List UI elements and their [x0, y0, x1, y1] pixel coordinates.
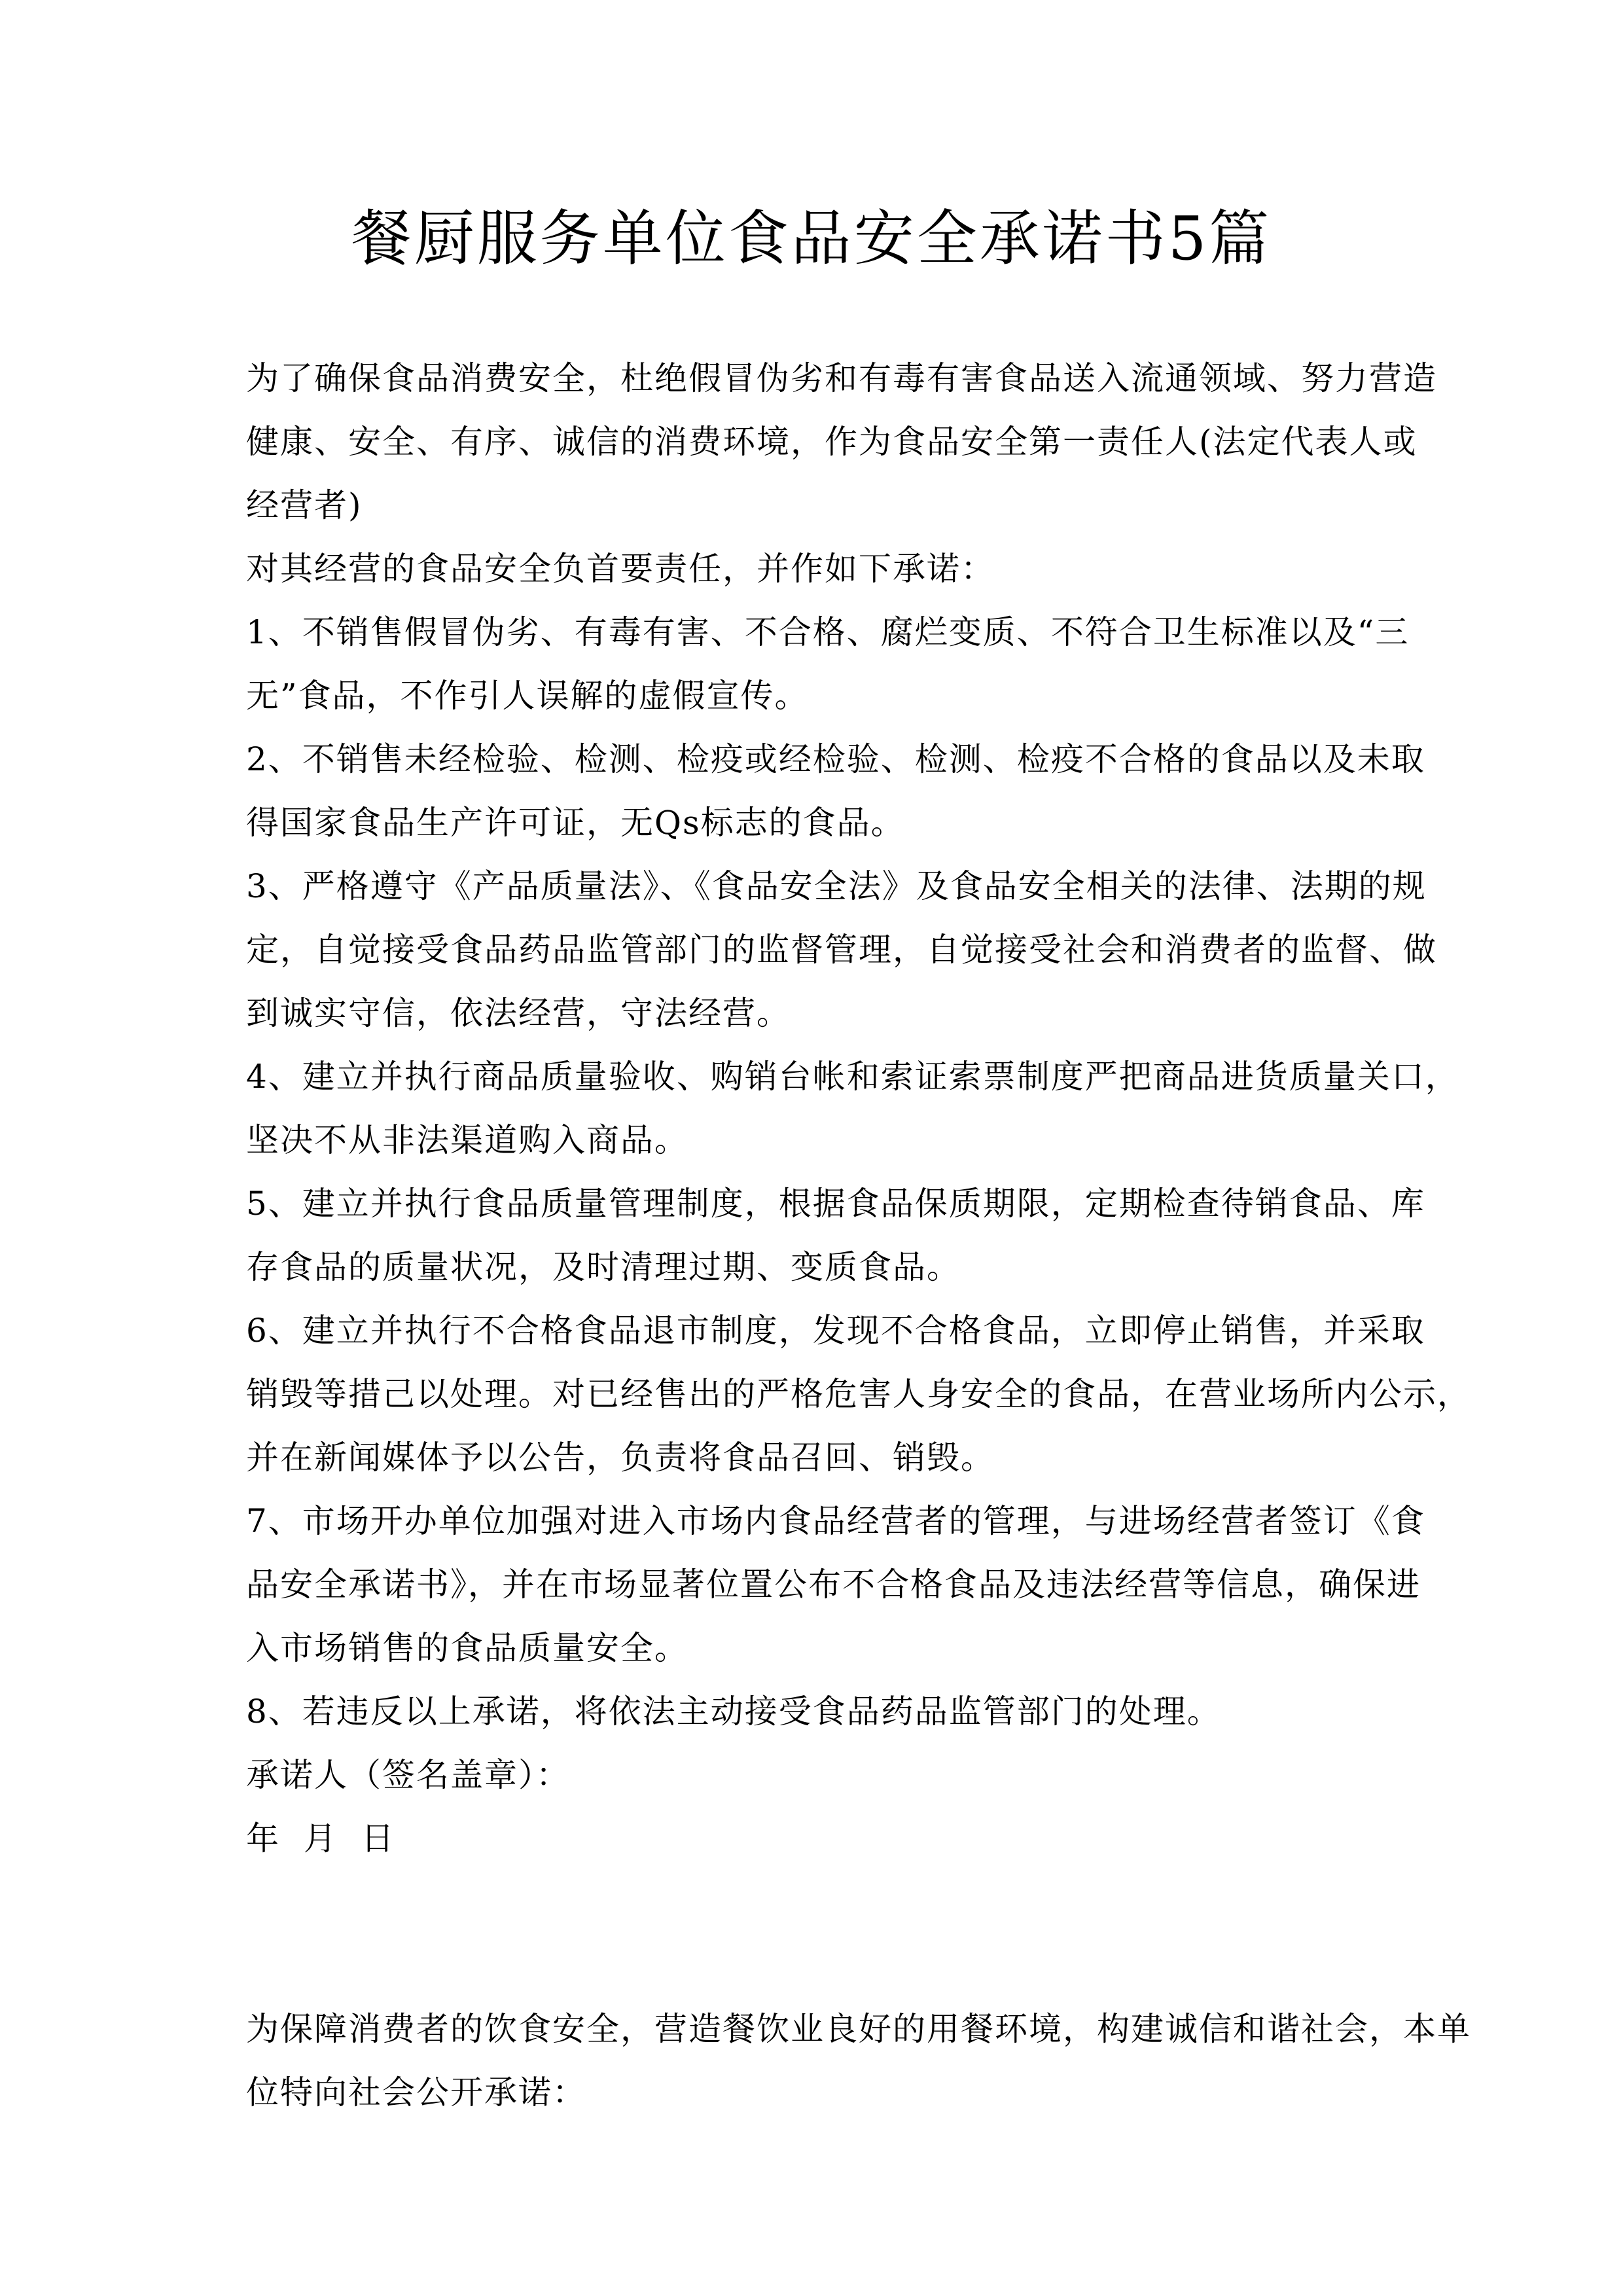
text-line: 无”食品，不作引人误解的虚假宣传。 [246, 677, 809, 715]
document-body [246, 347, 1471, 2125]
commitment-item-3 [246, 855, 1437, 1045]
text-line: 到诚实守信，依法经营，守法经营。 [246, 994, 791, 1032]
text-line: 入市场销售的食品质量安全。 [246, 1629, 688, 1667]
commitment-item-8 [246, 1680, 1377, 1744]
commitment-item-4 [246, 1045, 1459, 1172]
commitment-item-2 [246, 728, 1425, 855]
text-line: 健康、安全、有序、诚信的消费环境，作为食品安全第一责任人(法定代表人或 [246, 423, 1418, 461]
text-line: 品安全承诺书》，并在市场显著位置公布不合格食品及违法经营等信息，确保进 [246, 1566, 1421, 1604]
text-line: 销毁等措己以处理。对已经售出的严格危害人身安全的食品，在营业场所内公示， [246, 1375, 1471, 1413]
text-line: 1、不销售假冒伪劣、有毒有害、不合格、腐烂变质、不符合卫生标准以及“三 [246, 613, 1410, 651]
commitment-item-5 [246, 1172, 1425, 1299]
commitment-item-1 [246, 601, 1410, 728]
text-line: 存食品的质量状况，及时清理过期、变质食品。 [246, 1248, 961, 1286]
text-line: 经营者) [246, 486, 363, 524]
text-line: 得国家食品生产许可证，无Qs标志的食品。 [246, 804, 905, 842]
signature-line: 承诺人（签名盖章）： [246, 1756, 570, 1794]
intro-paragraph [246, 347, 1437, 537]
document-title: 餐厨服务单位食品安全承诺书5篇 [351, 204, 1272, 274]
text-line: 坚决不从非法渠道购入商品。 [246, 1121, 688, 1159]
text-line: 6、建立并执行不合格食品退市制度，发现不合格食品，立即停止销售，并采取 [246, 1312, 1425, 1350]
text-line: 为了确保食品消费安全，杜绝假冒伪劣和有毒有害食品送入流通领域、努力营造 [246, 359, 1437, 397]
section2-intro-paragraph [246, 1998, 1471, 2125]
text-line: 2、不销售未经检验、检测、检疫或经检验、检测、检疫不合格的食品以及未取 [246, 740, 1425, 778]
text-line: 8、若违反以上承诺，将依法主动接受食品药品监管部门的处理。 [246, 1693, 1221, 1731]
text-line: 并在新闻媒体予以公告，负责将食品召回、销毁。 [246, 1439, 995, 1477]
lead-line: 对其经营的食品安全负首要责任，并作如下承诺： [246, 550, 995, 588]
text-line: 定，自觉接受食品药品监管部门的监督管理，自觉接受社会和消费者的监督、做 [246, 931, 1437, 969]
text-line: 7、市场开办单位加强对进入市场内食品经营者的管理，与进场经营者签订《食 [246, 1502, 1425, 1540]
commitment-item-6 [246, 1299, 1471, 1490]
date-line: 年 月 日 [246, 1820, 395, 1857]
text-line: 3、严格遵守《产品质量法》、《食品安全法》及食品安全相关的法律、法期的规 [246, 867, 1427, 905]
commitment-item-7 [246, 1490, 1425, 1680]
section-spacer [246, 1871, 1377, 1998]
text-line: 位特向社会公开承诺： [246, 2073, 586, 2111]
text-line: 4、建立并执行商品质量验收、购销台帐和索证索票制度严把商品进货质量关口， [246, 1058, 1459, 1096]
text-line: 5、建立并执行食品质量管理制度，根据食品保质期限，定期检查待销食品、库 [246, 1185, 1425, 1223]
text-line: 为保障消费者的饮食安全，营造餐饮业良好的用餐环境，构建诚信和谐社会，本单 [246, 2010, 1471, 2048]
